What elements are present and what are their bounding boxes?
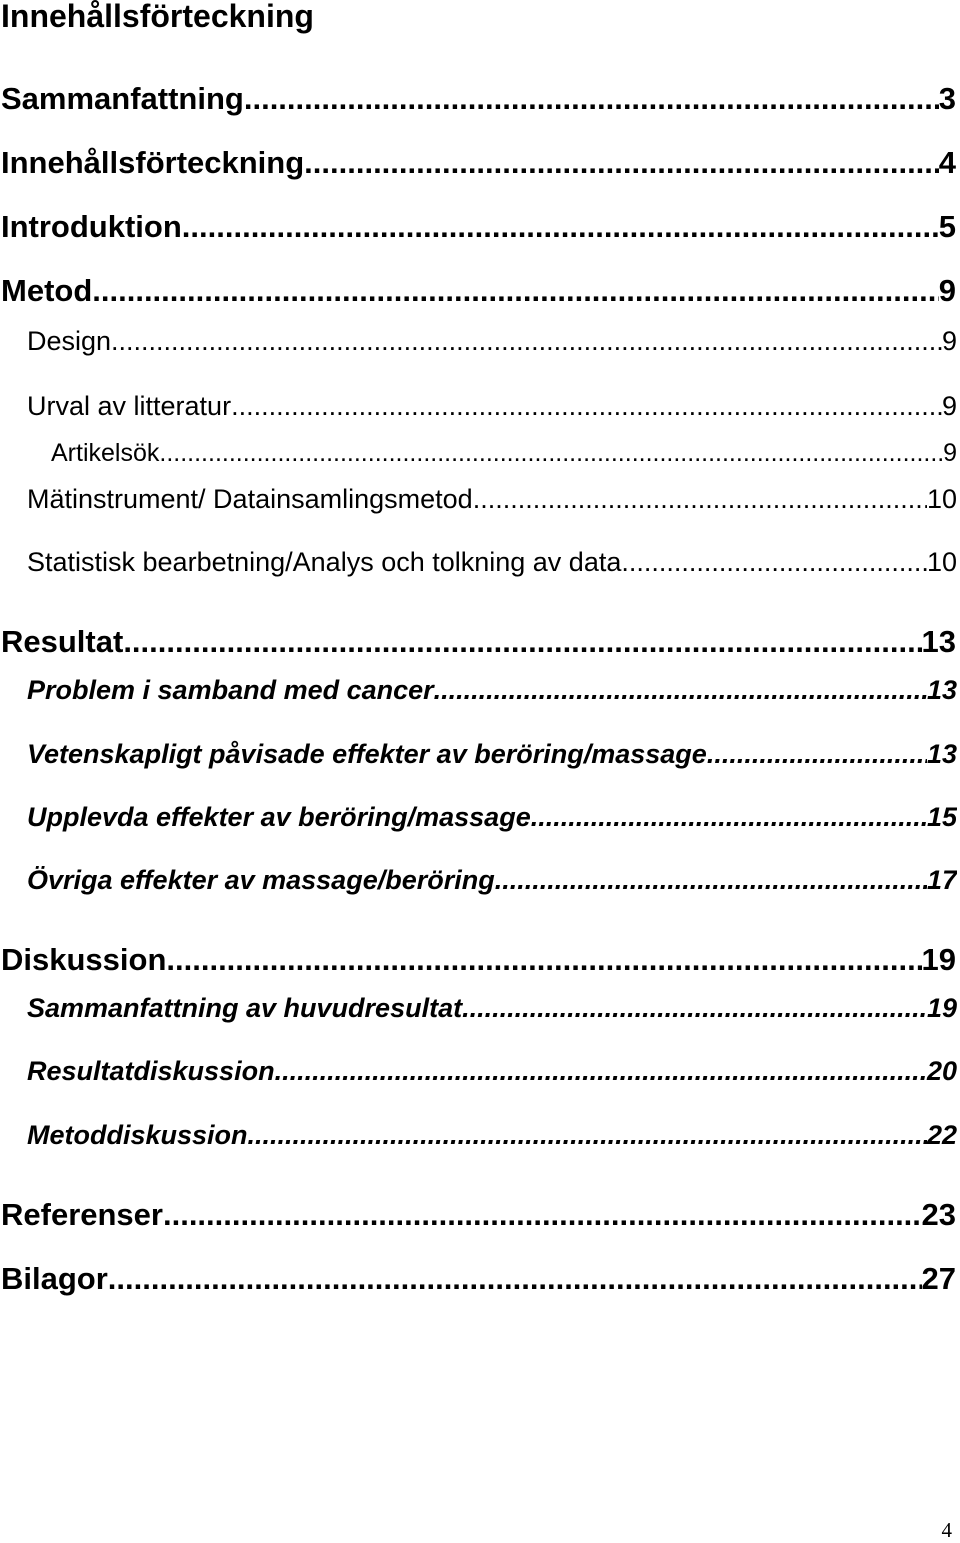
- toc-entry-title: Resultatdiskussion: [27, 1056, 275, 1086]
- toc-dot-leader: [462, 990, 927, 1026]
- toc-entry-title: Bilagor: [1, 1261, 108, 1296]
- toc-entry-matinstrument[interactable]: [27, 481, 957, 517]
- toc-dot-leader: [92, 271, 938, 311]
- toc-entry-sammanfattning[interactable]: [1, 79, 956, 119]
- toc-entry-bilagor[interactable]: [1, 1259, 956, 1299]
- toc-entry-title: Resultat: [1, 624, 124, 659]
- toc-entry-title: Upplevda effekter av beröring/massage: [27, 802, 531, 832]
- toc-entry-page: 20: [926, 1056, 957, 1086]
- toc-entry-title: Sammanfattning: [1, 81, 244, 116]
- page-title: Innehållsförteckning: [1, 0, 314, 34]
- toc-dot-leader: [182, 207, 939, 247]
- toc-entry-resultatdiskussion[interactable]: [27, 1053, 957, 1089]
- toc-dot-leader: [111, 323, 942, 359]
- toc-entry-page: 10: [926, 547, 957, 577]
- toc-entry-problem-i-samband[interactable]: [27, 672, 957, 708]
- toc-entry-innehallsforteckning[interactable]: [1, 143, 956, 183]
- toc-dot-leader: [163, 1195, 922, 1235]
- toc-dot-leader: [166, 940, 921, 980]
- toc-dot-leader: [707, 736, 927, 772]
- toc-entry-ovriga-effekter[interactable]: [27, 862, 957, 898]
- toc-entry-title: Problem i samband med cancer: [27, 675, 434, 705]
- toc-entry-design[interactable]: [27, 323, 957, 359]
- toc-entry-page: 9: [941, 326, 957, 356]
- toc-entry-title: Introduktion: [1, 209, 182, 244]
- page-number: 4: [941, 1518, 952, 1542]
- toc-entry-resultat[interactable]: [1, 622, 956, 662]
- toc-entry-page: 13: [926, 739, 957, 769]
- toc-dot-leader: [108, 1259, 922, 1299]
- toc-entry-title: Metod: [1, 273, 93, 308]
- toc-entry-title: Diskussion: [1, 942, 167, 977]
- toc-entry-page: 5: [938, 209, 956, 244]
- toc-dot-leader: [244, 79, 939, 119]
- toc-dot-leader: [495, 862, 927, 898]
- toc-entry-page: 3: [938, 81, 956, 116]
- toc-entry-title: Statistisk bearbetning/Analys och tolkning av data: [27, 547, 622, 577]
- toc-entry-title: Artikelsök: [51, 439, 160, 467]
- toc-entry-page: 19: [926, 993, 957, 1023]
- toc-entry-page: 10: [926, 484, 957, 514]
- toc-entry-title: Innehållsförteckning: [1, 145, 305, 180]
- toc-dot-leader: [275, 1053, 927, 1089]
- toc-entry-artikelsok[interactable]: [51, 436, 957, 470]
- toc-entry-title: Övriga effekter av massage/beröring: [27, 865, 495, 895]
- toc-entry-metod[interactable]: [1, 271, 956, 311]
- toc-entry-title: Design: [27, 326, 112, 356]
- toc-entry-introduktion[interactable]: [1, 207, 956, 247]
- toc-entry-vetenskapligt-pavisade[interactable]: [27, 736, 957, 772]
- toc-dot-leader: [123, 622, 921, 662]
- toc-dot-leader: [621, 544, 927, 580]
- toc-entry-urval-av-litteratur[interactable]: [27, 388, 957, 424]
- toc-entry-page: 17: [926, 865, 957, 895]
- toc-entry-page: 13: [926, 675, 957, 705]
- toc-entry-upplevda-effekter[interactable]: [27, 799, 957, 835]
- toc-entry-referenser[interactable]: [1, 1195, 956, 1235]
- toc-entry-page: 4: [938, 145, 956, 180]
- toc-dot-leader: [304, 143, 939, 183]
- toc-entry-diskussion[interactable]: [1, 940, 956, 980]
- toc-entry-page: 22: [926, 1120, 957, 1150]
- toc-dot-leader: [248, 1117, 927, 1153]
- toc-entry-title: Metoddiskussion: [27, 1120, 248, 1150]
- toc-entry-title: Vetenskapligt påvisade effekter av beröring/massage: [27, 739, 707, 769]
- toc-dot-leader: [231, 388, 942, 424]
- toc-dot-leader: [473, 481, 927, 517]
- toc-entry-page: 9: [938, 273, 956, 308]
- toc-entry-page: 19: [921, 942, 956, 977]
- toc-entry-page: 15: [926, 802, 957, 832]
- toc-entry-title: Urval av litteratur: [27, 391, 232, 421]
- toc-entry-page: 9: [943, 439, 957, 467]
- toc-entry-metoddiskussion[interactable]: [27, 1117, 957, 1153]
- toc-entry-title: Sammanfattning av huvudresultat: [27, 993, 463, 1023]
- toc-dot-leader: [531, 799, 927, 835]
- toc-entry-page: 27: [921, 1261, 956, 1296]
- toc-entry-statistisk-bearbetning[interactable]: [27, 544, 957, 580]
- toc-entry-page: 23: [921, 1197, 956, 1232]
- toc-entry-title: Mätinstrument/ Datainsamlingsmetod: [27, 484, 473, 514]
- toc-dot-leader: [159, 436, 943, 470]
- toc-entry-sammanfattning-huvudresultat[interactable]: [27, 990, 957, 1026]
- toc-entry-title: Referenser: [1, 1197, 163, 1232]
- toc-entry-page: 9: [941, 391, 957, 421]
- toc-dot-leader: [434, 672, 927, 708]
- toc-entry-page: 13: [921, 624, 956, 659]
